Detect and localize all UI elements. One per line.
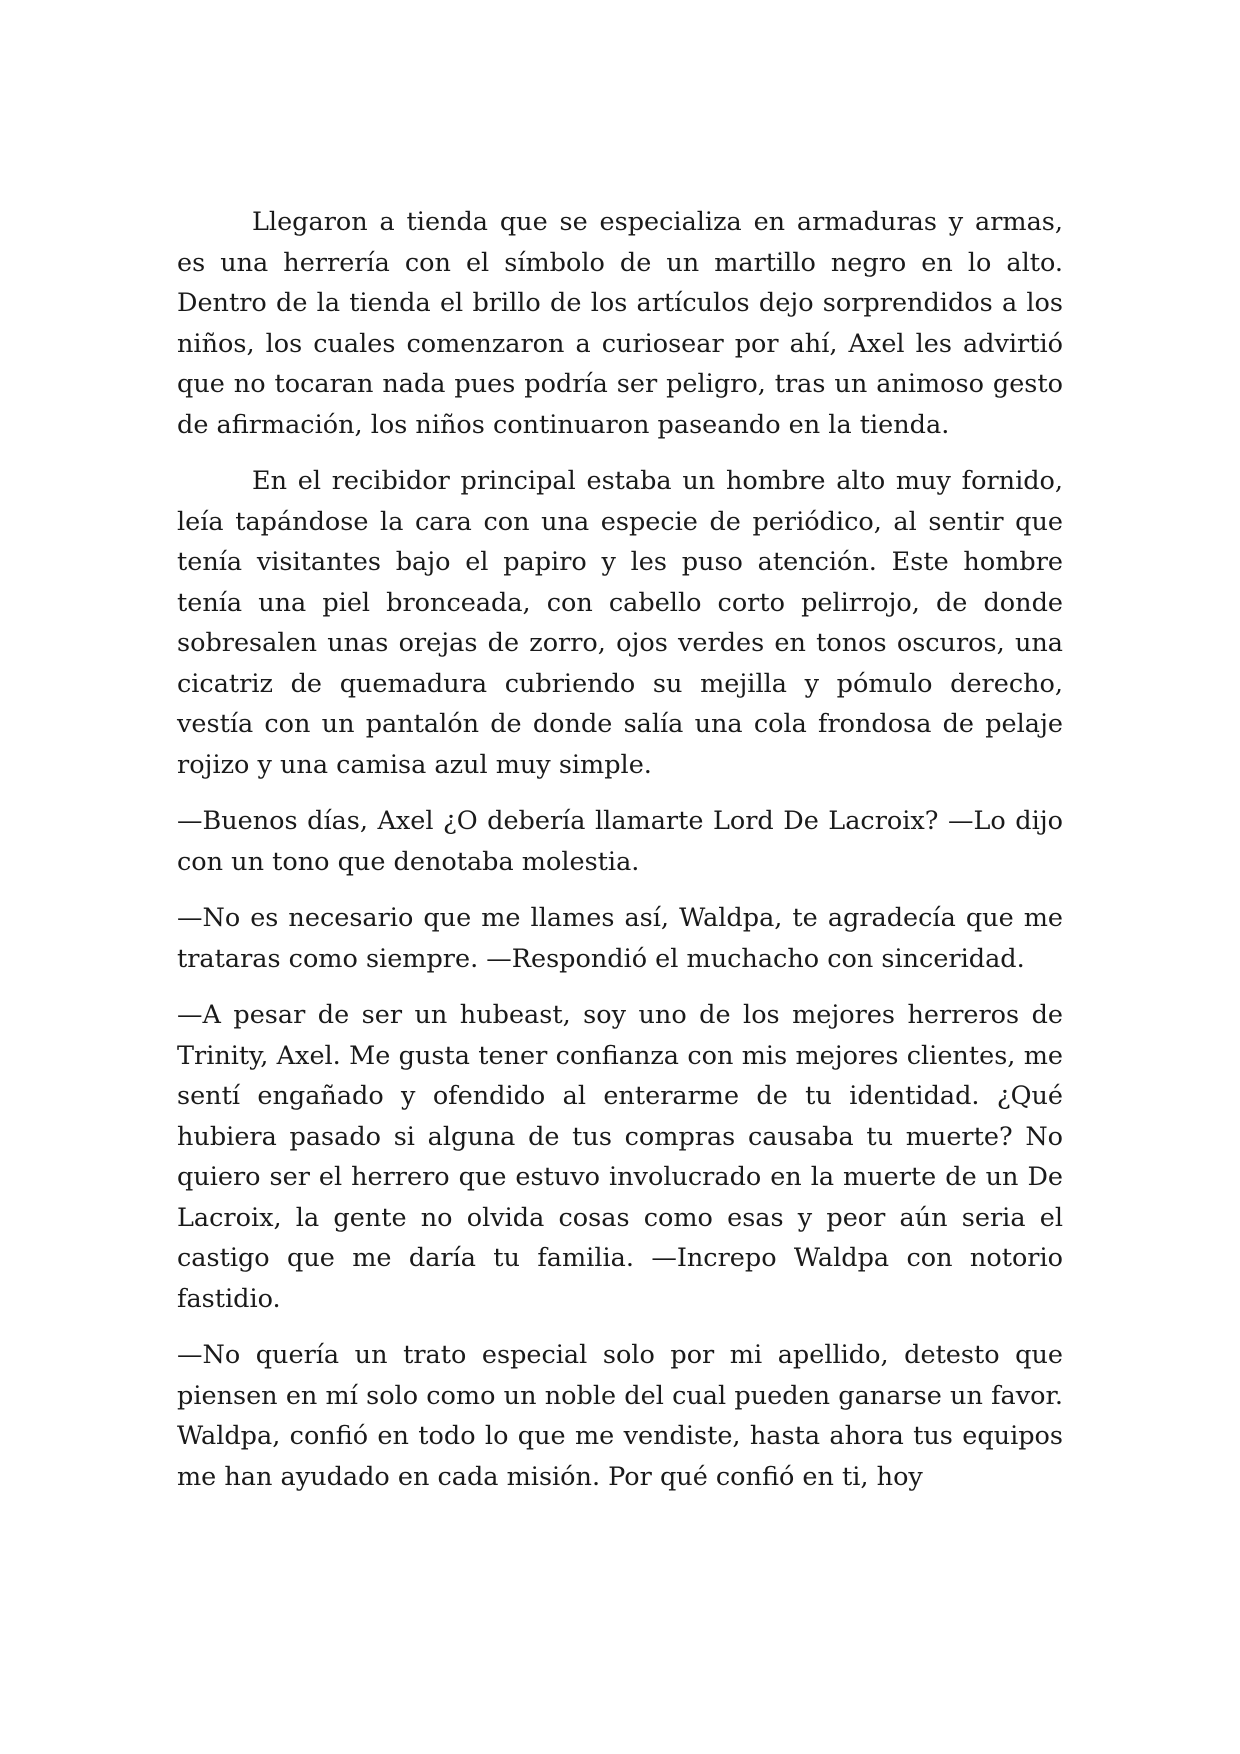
dialogue-axel-reply: —No es necesario que me llames así, Waldpa, te agradecía que me trataras como siempre. —Respondió el muchacho con sinceridad. — [177, 903, 1063, 974]
paragraph-shop-arrival: Llegaron a tienda que se especializa en armaduras y armas, es una herrería con el símbolo de un martillo negro en lo alto. Dentro de la tienda el brillo de los artículos dejo sorprendidos a los niños, los cuales comenzaron a curiosear por ahí, Axel les advirtió que no tocaran nada pues podría ser peligro, tras un animoso gesto de afirmación, los niños continuaron paseando en la tienda. — [177, 207, 1063, 440]
dialogue-waldpa-complaint: —A pesar de ser un hubeast, soy uno de los mejores herreros de Trinity, Axel. Me gusta tener confianza con mis mejores clientes, me sentí engañado y ofendido al enterarme de tu identidad. ¿Qué hubiera pasado si alguna de tus compras causaba tu muerte? No quiero ser el herrero que estuvo involucrado en la muerte de un De Lacroix, la gente no olvida cosas como esas y peor aún seria el castigo que me daría tu familia. —Increpo Waldpa con notorio fastidio. — [177, 1000, 1063, 1314]
dialogue-axel-explanation: —No quería un trato especial solo por mi apellido, detesto que piensen en mí solo como un noble del cual pueden ganarse un favor. Waldpa, confió en todo lo que me vendiste, hasta ahora tus equipos me han ayudado en cada misión. Por qué confió en ti, hoy — [177, 1340, 1063, 1492]
paragraph-blacksmith-description: En el recibidor principal estaba un hombre alto muy fornido, leía tapándose la cara con una especie de periódico, al sentir que tenía visitantes bajo el papiro y les puso atención. Este hombre tenía una piel bronceada, con cabello corto pelirrojo, de donde sobresalen unas orejas de zorro, ojos verdes en tonos oscuros, una cicatriz de quemadura cubriendo su mejilla y pómulo derecho, vestía con un pantalón de donde salía una cola frondosa de pelaje rojizo y una camisa azul muy simple. — [177, 466, 1063, 780]
dialogue-greeting: —Buenos días, Axel ¿O debería llamarte Lord De Lacroix? —Lo dijo con un tono que denotaba molestia. — [177, 806, 1063, 877]
page-body — [177, 202, 1063, 1513]
